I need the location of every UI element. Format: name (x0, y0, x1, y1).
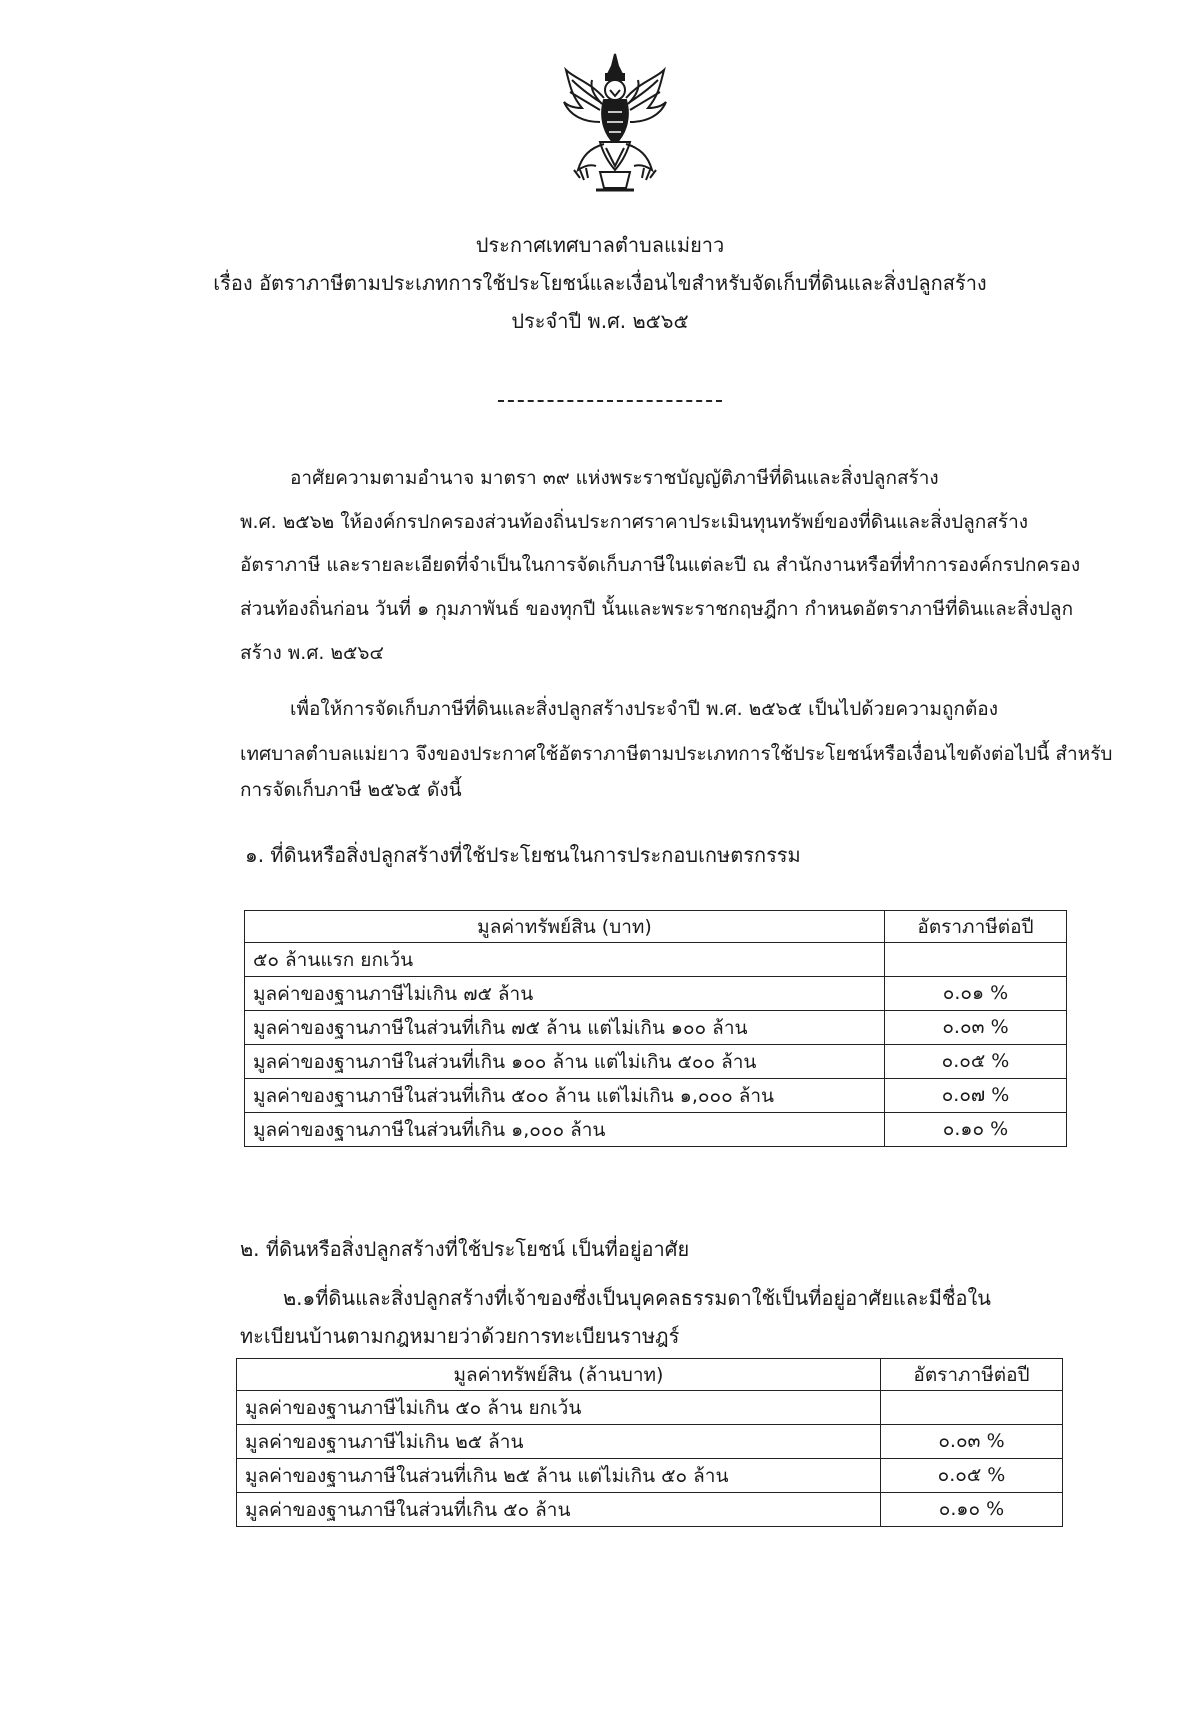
table-header-value: มูลค่าทรัพย์สิน (ล้านบาท) (237, 1359, 881, 1391)
row-rate: ๐.๐๓ % (881, 1425, 1063, 1459)
table-row (245, 1113, 1067, 1147)
row-rate: ๐.๐๗ % (885, 1079, 1067, 1113)
row-rate: ๐.๐๕ % (881, 1459, 1063, 1493)
section-2-heading: ๒. ที่ดินหรือสิ่งปลูกสร้างที่ใช้ประโยชน์ เป็นที่อยู่อาศัย (240, 1237, 690, 1261)
table-header-rate: อัตราภาษีต่อปี (885, 911, 1067, 943)
row-description: มูลค่าของฐานภาษีไม่เกิน ๕๐ ล้าน ยกเว้น (237, 1391, 881, 1425)
row-rate (885, 943, 1067, 977)
table-row (237, 1425, 1063, 1459)
table-row (237, 1459, 1063, 1493)
row-rate: ๐.๑๐ % (885, 1113, 1067, 1147)
row-description: มูลค่าของฐานภาษีในส่วนที่เกิน ๑,๐๐๐ ล้าน (245, 1113, 885, 1147)
row-description: มูลค่าของฐานภาษีในส่วนที่เกิน ๕๐๐ ล้าน แต่ไม่เกิน ๑,๐๐๐ ล้าน (245, 1079, 885, 1113)
table-header-rate: อัตราภาษีต่อปี (881, 1359, 1063, 1391)
section-1-heading: ๑. ที่ดินหรือสิ่งปลูกสร้างที่ใช้ประโยชนในการประกอบเกษตรกรรม (245, 843, 801, 867)
table-header-row (237, 1359, 1063, 1391)
row-rate (881, 1391, 1063, 1425)
table-row (245, 1079, 1067, 1113)
table-row (237, 1493, 1063, 1527)
row-description: มูลค่าของฐานภาษีไม่เกิน ๒๕ ล้าน (237, 1425, 881, 1459)
announcement-year: ประจำปี พ.ศ. ๒๕๖๕ (511, 309, 689, 333)
paragraph-line: สร้าง พ.ศ. ๒๕๖๔ (240, 642, 384, 664)
heading-divider (498, 400, 722, 402)
row-rate: ๐.๐๓ % (885, 1011, 1067, 1045)
garuda-emblem-icon (560, 52, 670, 194)
table-row (237, 1391, 1063, 1425)
paragraph-line: ส่วนท้องถิ่นก่อน วันที่ ๑ กุมภาพันธ์ ของทุกปี นั้นและพระราชกฤษฎีกา กำหนดอัตราภาษีที่ดินและสิ่งปลูก (240, 598, 1074, 620)
row-description: มูลค่าของฐานภาษีในส่วนที่เกิน ๒๕ ล้าน แต่ไม่เกิน ๕๐ ล้าน (237, 1459, 881, 1493)
table-row (245, 977, 1067, 1011)
agriculture-rate-table (244, 910, 1067, 1147)
row-description: มูลค่าของฐานภาษีในส่วนที่เกิน ๑๐๐ ล้าน แต่ไม่เกิน ๕๐๐ ล้าน (245, 1045, 885, 1079)
residential-rate-table (236, 1358, 1063, 1527)
paragraph-line: เพื่อให้การจัดเก็บภาษีที่ดินและสิ่งปลูกสร้างประจำปี พ.ศ. ๒๕๖๕ เป็นไปด้วยความถูกต้อง (290, 698, 999, 720)
table-row (245, 943, 1067, 977)
paragraph-line: เทศบาลตำบลแม่ยาว จึงของประกาศใช้อัตราภาษีตามประเภทการใช้ประโยชน์หรือเงื่อนไขดังต่อไปนี้ สำหรับ (240, 743, 1113, 765)
row-description: มูลค่าของฐานภาษีในส่วนที่เกิน ๗๕ ล้าน แต่ไม่เกิน ๑๐๐ ล้าน (245, 1011, 885, 1045)
table-header-value: มูลค่าทรัพย์สิน (บาท) (245, 911, 885, 943)
row-description: มูลค่าของฐานภาษีไม่เกิน ๗๕ ล้าน (245, 977, 885, 1011)
announcement-title: ประกาศเทศบาลตำบลแม่ยาว (475, 233, 725, 257)
row-rate: ๐.๑๐ % (881, 1493, 1063, 1527)
paragraph-line: การจัดเก็บภาษี ๒๕๖๕ ดังนี้ (240, 779, 462, 801)
row-rate: ๐.๐๕ % (885, 1045, 1067, 1079)
row-rate: ๐.๐๑ % (885, 977, 1067, 1011)
paragraph-line: พ.ศ. ๒๕๖๒ ให้องค์กรปกครองส่วนท้องถิ่นประกาศราคาประเมินทุนทรัพย์ของที่ดินและสิ่งปลูกสร้าง (240, 511, 1029, 533)
section-2-1-heading-cont: ทะเบียนบ้านตามกฎหมายว่าด้วยการทะเบียนราษฎร์ (240, 1324, 680, 1348)
section-2-1-heading: ๒.๑ที่ดินและสิ่งปลูกสร้างที่เจ้าของซึ่งเป็นบุคคลธรรมดาใช้เป็นที่อยู่อาศัยและมีชื่อใน (283, 1286, 991, 1310)
row-description: ๕๐ ล้านแรก ยกเว้น (245, 943, 885, 977)
table-row (245, 1011, 1067, 1045)
paragraph-line: อัตราภาษี และรายละเอียดที่จำเป็นในการจัดเก็บภาษีในแต่ละปี ณ สำนักงานหรือที่ทำการองค์กรปกครอง (240, 554, 1081, 576)
table-header-row (245, 911, 1067, 943)
announcement-subject: เรื่อง อัตราภาษีตามประเภทการใช้ประโยชน์และเงื่อนไขสำหรับจัดเก็บที่ดินและสิ่งปลูกสร้าง (213, 271, 987, 295)
table-row (245, 1045, 1067, 1079)
paragraph-line: อาศัยความตามอำนาจ มาตรา ๓๙ แห่งพระราชบัญญัติภาษีที่ดินและสิ่งปลูกสร้าง (290, 467, 939, 489)
row-description: มูลค่าของฐานภาษีในส่วนที่เกิน ๕๐ ล้าน (237, 1493, 881, 1527)
